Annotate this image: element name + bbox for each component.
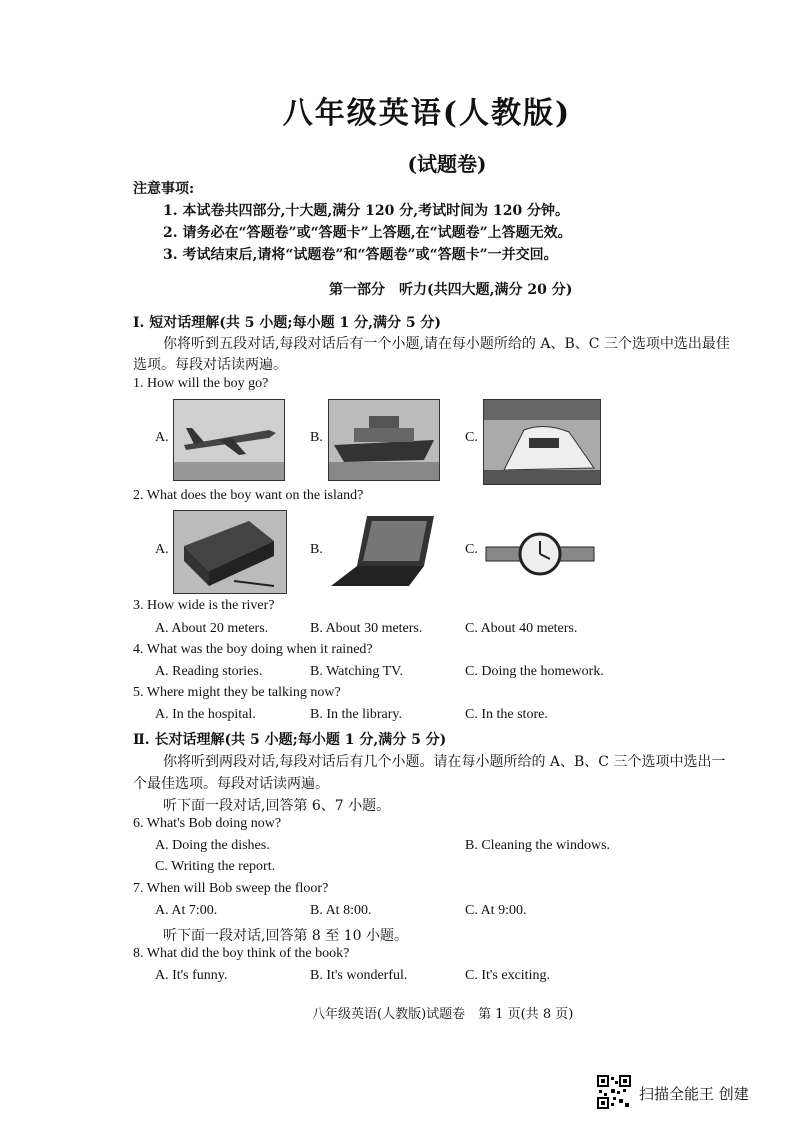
q5-option-b: B. In the library. xyxy=(310,707,403,722)
airplane-image xyxy=(173,399,285,481)
q8-option-a: A. It's funny. xyxy=(155,968,228,983)
q4-option-a: A. Reading stories. xyxy=(155,664,263,679)
question-6: 6. What's Bob doing now? xyxy=(133,816,282,831)
q3-option-c: C. About 40 meters. xyxy=(465,621,578,636)
q3-option-b: B. About 30 meters. xyxy=(310,621,423,636)
question-5: 5. Where might they be talking now? xyxy=(133,685,341,700)
laptop-image xyxy=(328,510,440,592)
q1-option-c-label: C. xyxy=(465,430,478,445)
section1-instructions-1: 你将听到五段对话,每段对话后有一个小题,请在每小题所给的 A、B、C 三个选项中选出最佳 xyxy=(163,336,730,352)
watch-image xyxy=(483,528,597,580)
notes-heading: 注意事项: xyxy=(133,181,195,197)
q6-option-c: C. Writing the report. xyxy=(155,859,276,874)
dialog1-note: 听下面一段对话,回答第 6、7 小题。 xyxy=(163,798,391,814)
part1-heading: 第一部分 听力(共四大题,满分 20 分) xyxy=(329,282,573,298)
page-subtitle: (试题卷) xyxy=(407,152,487,176)
question-2: 2. What does the boy want on the island? xyxy=(133,488,364,503)
q6-option-b: B. Cleaning the windows. xyxy=(465,838,611,853)
ship-image xyxy=(328,399,440,481)
matchbox-image xyxy=(173,510,287,594)
section1-heading: Ⅰ. 短对话理解(共 5 小题;每小题 1 分,满分 5 分) xyxy=(133,315,442,331)
q7-option-b: B. At 8:00. xyxy=(310,903,372,918)
note-item-3: 3. 考试结束后,请将“试题卷”和“答题卷”或“答题卡”一并交回。 xyxy=(163,247,558,263)
page-footer: 八年级英语(人教版)试题卷 第 1 页(共 8 页) xyxy=(312,1007,574,1022)
section2-heading: Ⅱ. 长对话理解(共 5 小题;每小题 1 分,满分 5 分) xyxy=(133,732,447,748)
dialog2-note: 听下面一段对话,回答第 8 至 10 小题。 xyxy=(163,928,408,944)
q2-option-a-label: A. xyxy=(155,542,169,557)
q3-option-a: A. About 20 meters. xyxy=(155,621,269,636)
note-item-2: 2. 请务必在“答题卷”或“答题卡”上答题,在“试题卷”上答题无效。 xyxy=(163,225,572,241)
q5-option-c: C. In the store. xyxy=(465,707,548,722)
scanner-watermark: 扫描全能王 创建 xyxy=(639,1085,749,1103)
train-image xyxy=(483,399,601,485)
note-item-1: 1. 本试卷共四部分,十大题,满分 120 分,考试时间为 120 分钟。 xyxy=(163,203,570,219)
q4-option-b: B. Watching TV. xyxy=(310,664,403,679)
question-7: 7. When will Bob sweep the floor? xyxy=(133,881,329,896)
question-8: 8. What did the boy think of the book? xyxy=(133,946,350,961)
q8-option-c: C. It's exciting. xyxy=(465,968,550,983)
q1-option-a-label: A. xyxy=(155,430,169,445)
section2-instructions-1: 你将听到两段对话,每段对话后有几个小题。请在每小题所给的 A、B、C 三个选项中选出一 xyxy=(163,754,726,770)
q5-option-a: A. In the hospital. xyxy=(155,707,256,722)
q1-option-b-label: B. xyxy=(310,430,323,445)
question-1: 1. How will the boy go? xyxy=(133,376,269,391)
q7-option-a: A. At 7:00. xyxy=(155,903,218,918)
q2-option-c-label: C. xyxy=(465,542,478,557)
q8-option-b: B. It's wonderful. xyxy=(310,968,408,983)
q6-option-a: A. Doing the dishes. xyxy=(155,838,270,853)
q2-option-b-label: B. xyxy=(310,542,323,557)
section2-instructions-2: 个最佳选项。每段对话读两遍。 xyxy=(133,776,329,792)
qr-code-icon xyxy=(597,1075,631,1109)
q7-option-c: C. At 9:00. xyxy=(465,903,527,918)
question-3: 3. How wide is the river? xyxy=(133,598,275,613)
section1-instructions-2: 选项。每段对话读两遍。 xyxy=(133,357,287,373)
page-title: 八年级英语(人教版) xyxy=(282,96,572,131)
q4-option-c: C. Doing the homework. xyxy=(465,664,604,679)
question-4: 4. What was the boy doing when it rained? xyxy=(133,642,373,657)
